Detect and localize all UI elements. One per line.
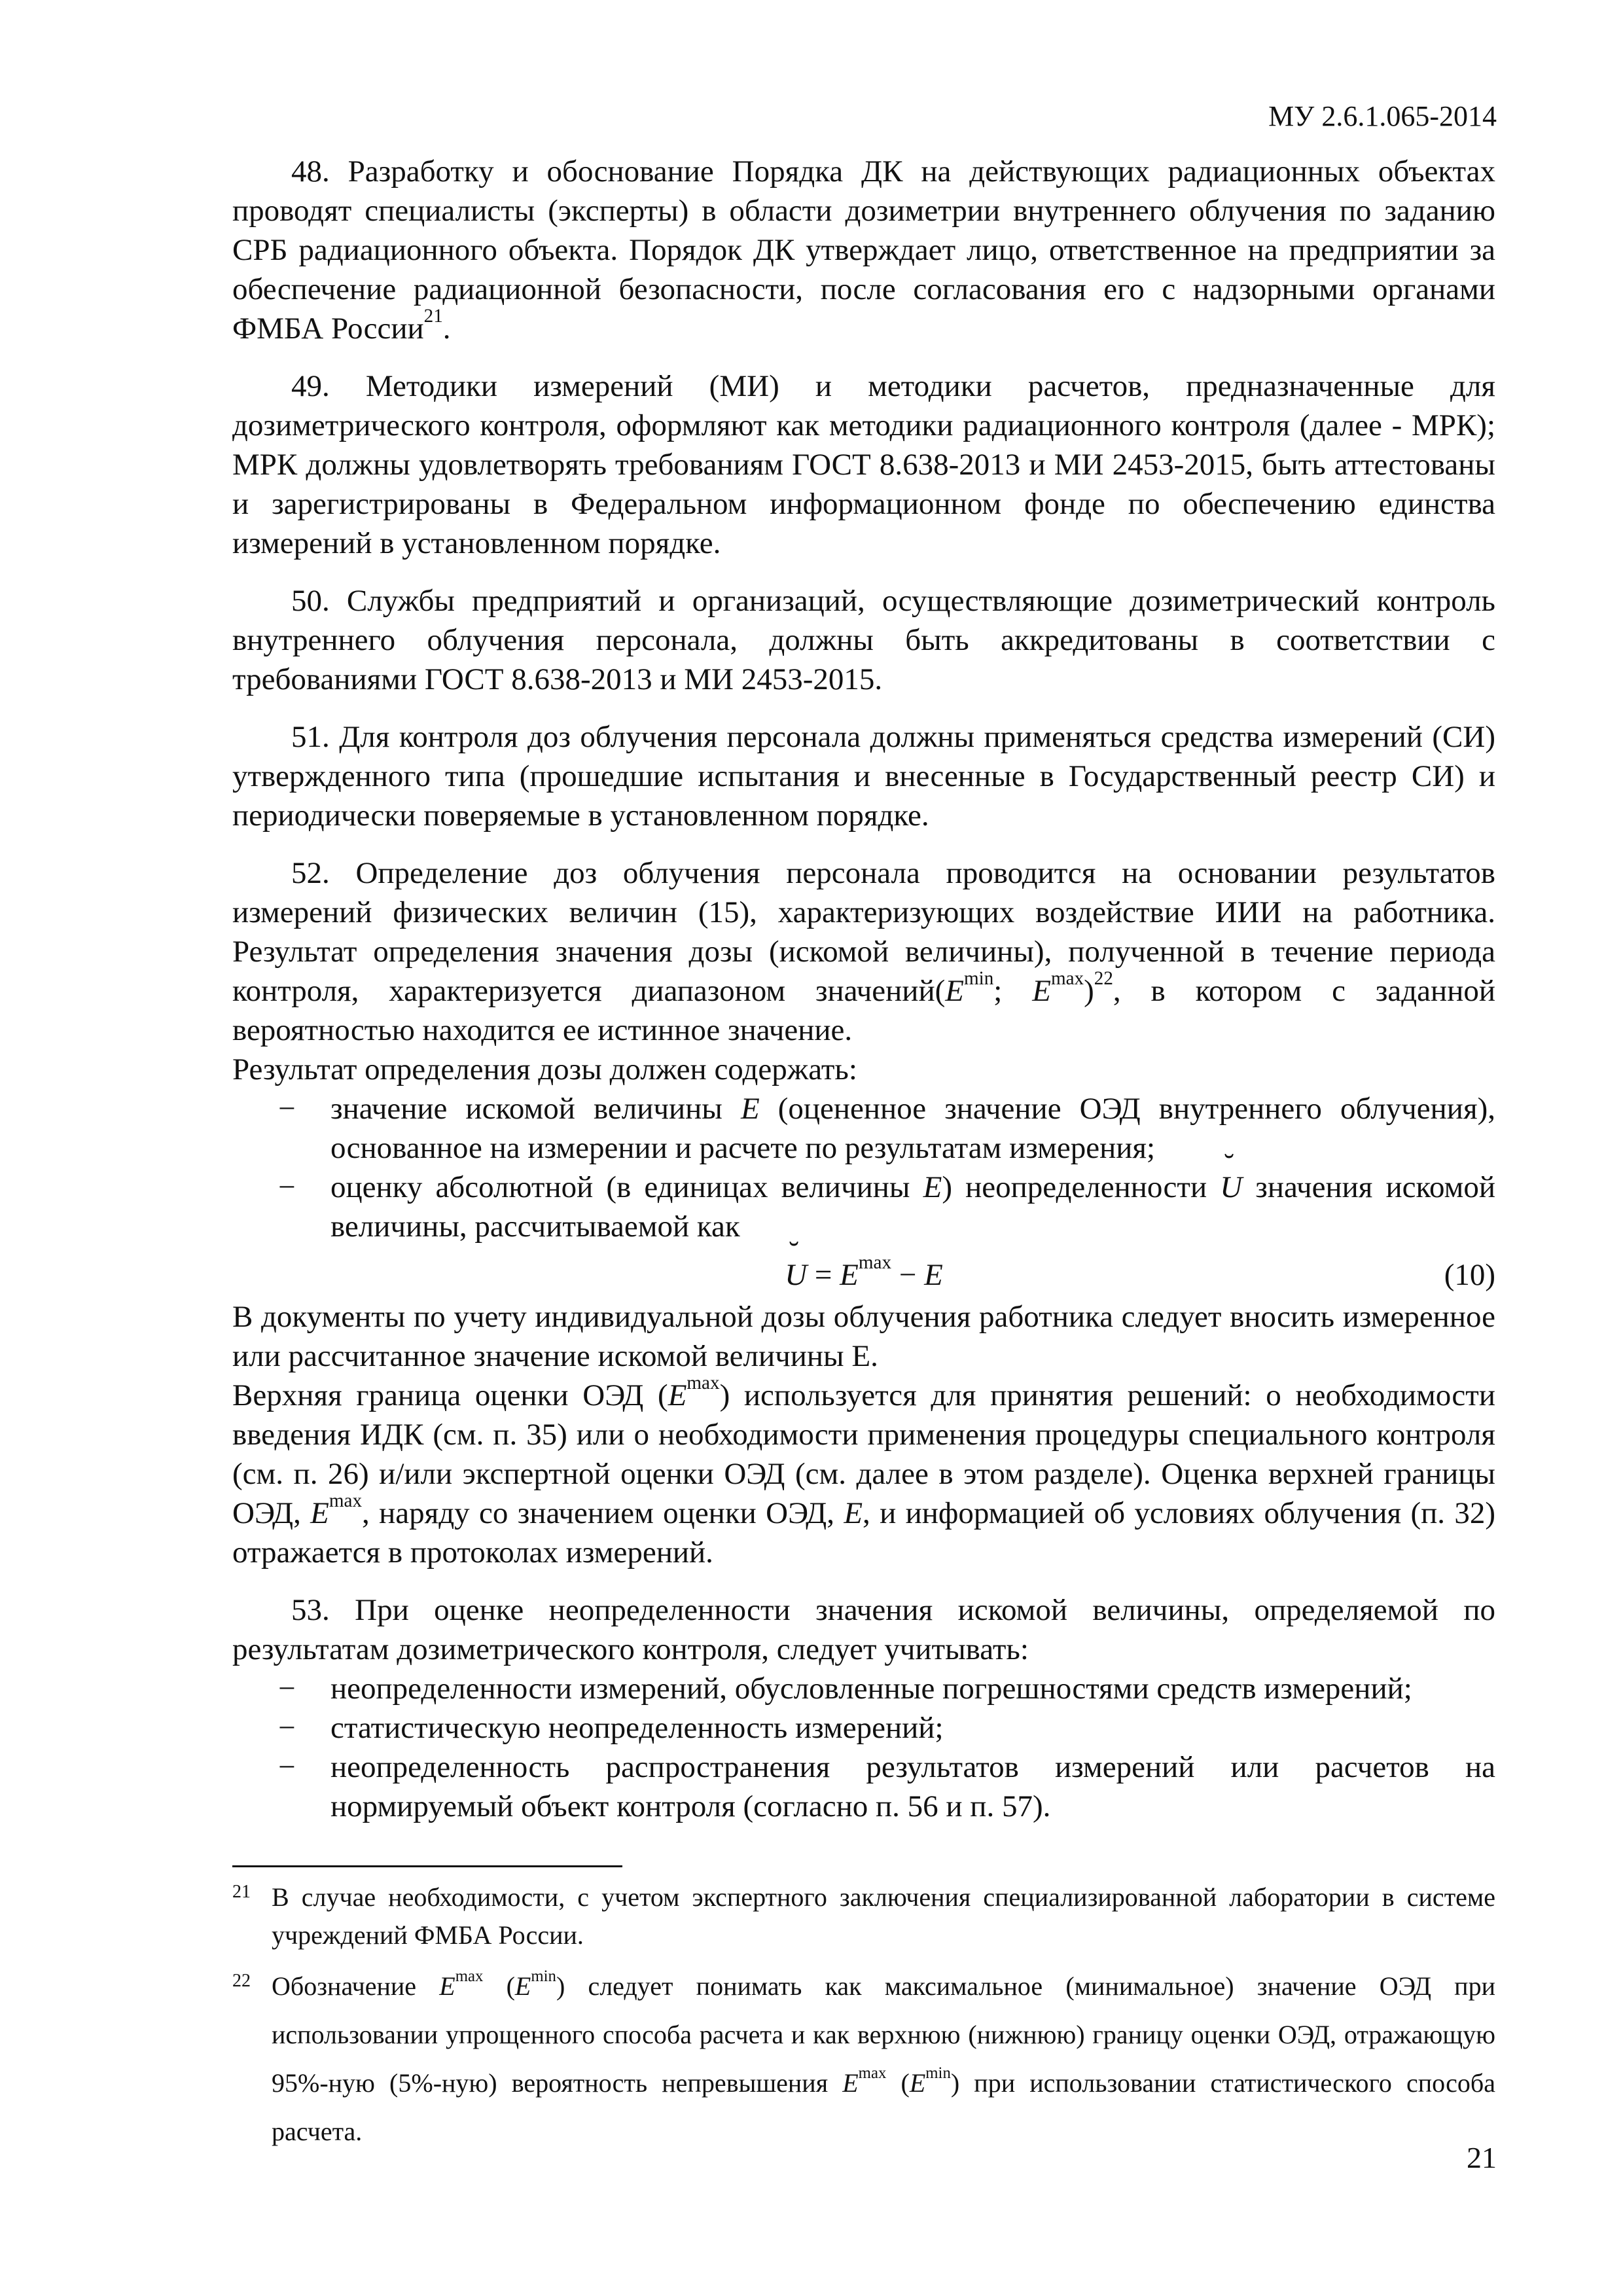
- fn-e-var: E: [909, 2068, 926, 2098]
- footnote-text: ) при использовании статистического способа расчета.: [272, 2068, 1496, 2146]
- upper-text-b: ) используется для принятия решений: о необходимости введения ИДК (см. п. 35) или о необходимости применения процедуры специального контроля (см. п. 26) и/или экспертной оценки ОЭД (см. далее в этом разделе). Оценка верхней границы ОЭД,: [232, 1378, 1495, 1530]
- list-item-text: ) неопределенности: [942, 1170, 1221, 1204]
- paragraph-52: [232, 853, 1495, 1050]
- var-e: E: [923, 1170, 942, 1204]
- paragraph-53: 53. При оценке неопределенности значения искомой величины, определяемой по результатам дозиметрического контроля, следует учитывать:: [232, 1593, 1495, 1666]
- fn-min-sup: min: [925, 2064, 951, 2082]
- footnote-21: [232, 1878, 1495, 1954]
- list-item-text: оценку абсолютной (в единицах величины: [330, 1170, 923, 1204]
- result-intro: Результат определения дозы должен содержать:: [232, 1052, 857, 1086]
- range-separator: ;: [993, 974, 1033, 1008]
- footnote-separator: [232, 1865, 622, 1867]
- list-item-text: статистическую неопределенность измерений;: [330, 1711, 944, 1745]
- list-item: [232, 1089, 1495, 1168]
- upper-text-d: , и информацией об условиях облучения (п. 32) отражается в протоколах измерений.: [232, 1496, 1495, 1570]
- fn-e-min-2: [909, 2064, 951, 2098]
- range-open: (: [935, 974, 946, 1008]
- formula-e: E: [840, 1258, 859, 1292]
- paragraph-upper-bound: [232, 1372, 1495, 1572]
- list-item: [232, 1748, 1495, 1826]
- dash-bullet: −: [278, 1750, 296, 1784]
- page-number: 21: [1467, 2141, 1497, 2174]
- formula-max-sup: max: [858, 1252, 892, 1274]
- formula-minus: −: [891, 1258, 925, 1292]
- footnotes: [232, 1878, 1495, 2164]
- var-u-breve: ˘ U: [1220, 1168, 1242, 1207]
- list-item: [232, 1708, 1495, 1748]
- paragraph-52-text-a: 52. Определение доз облучения персонала проводится на основании результатов измерений физических величин (15), характеризующих воздействие ИИИ на работника. Результат определения значения дозы (искомой величины), полученной в течение периода контроля, характеризуется диапазоном значений: [232, 856, 1495, 1008]
- upper-text-a: Верхняя граница оценки ОЭД (: [232, 1378, 668, 1412]
- range-close: ): [1084, 974, 1094, 1008]
- fn-min-sup: min: [531, 1967, 556, 1985]
- list-item: [232, 1669, 1495, 1708]
- footnote-number: 21: [232, 1882, 251, 1902]
- range-min-sup: min: [963, 968, 994, 990]
- footnote-22: [232, 1962, 1495, 2156]
- paragraph-48-text: 48. Разработку и обоснование Порядка ДК на действующих радиационных объектах проводят специалисты (эксперты) в области дозиметрии внутреннего облучения по заданию СРБ радиационного объекта. Порядок ДК утверждает лицо, ответственное на предприятии за обеспечение радиационной безопасности, после согласования его с надзорными органами ФМБА России: [232, 154, 1495, 346]
- upper-max-sup-2: max: [329, 1490, 363, 1512]
- paragraph-51: 51. Для контроля доз облучения персонала должны применяться средства измерений (СИ) утвержденного типа (прошедшие испытания и внесенные в Государственный реестр СИ) и периодически поверяемые в установленном порядке.: [232, 720, 1495, 833]
- list-item-text: неопределенность распространения результатов измерений или расчетов на нормируемый объект контроля (согласно п. 56 и п. 57).: [330, 1750, 1495, 1823]
- document-code-header: МУ 2.6.1.065-2014: [1268, 100, 1497, 132]
- formula-e2: E: [924, 1258, 943, 1292]
- upper-e-var-3: E: [844, 1496, 863, 1530]
- fn-e-var: E: [514, 1971, 531, 2001]
- formula-equals: =: [807, 1258, 840, 1292]
- main-text: [232, 152, 1495, 1844]
- range-e-max: [1032, 968, 1084, 1008]
- range-e-min: [945, 968, 994, 1008]
- paragraph-48-end: .: [442, 312, 451, 346]
- upper-text-c: , наряду со значением оценки ОЭД,: [362, 1496, 844, 1530]
- list-item: [232, 1168, 1495, 1246]
- paragraph-50: 50. Службы предприятий и организаций, осуществляющие дозиметрический контроль внутреннего облучения персонала, должны быть аккредитованы в соответствии с требованиями ГОСТ 8.638-2013 и МИ 2453-2015.: [232, 584, 1495, 696]
- range-max-sup: max: [1050, 968, 1084, 990]
- footnote-ref-22[interactable]: 22: [1094, 968, 1113, 990]
- fn-max-sup: max: [455, 1967, 484, 1985]
- footnote-text: В случае необходимости, с учетом экспертного заключения специализированной лаборатории в системе учреждений ФМБА России.: [272, 1882, 1495, 1950]
- upper-e-max: [668, 1372, 720, 1412]
- footnote-number: 22: [232, 1971, 251, 1991]
- upper-e-max-2: [310, 1490, 363, 1530]
- footnote-ref-21[interactable]: 21: [423, 306, 443, 327]
- range-e-min-var: E: [945, 974, 964, 1008]
- formula-10: [232, 1252, 1495, 1295]
- result-contents-list: [232, 1089, 1495, 1246]
- dash-bullet: −: [278, 1170, 296, 1204]
- paragraph-48: [232, 152, 1495, 348]
- list-item-text: значения искомой величины, рассчитываемой как: [330, 1170, 1495, 1244]
- fn-e-max-2: [842, 2064, 887, 2098]
- footnote-text: Обозначение: [272, 1971, 440, 2001]
- dash-bullet: −: [278, 1672, 296, 1706]
- footnote-text: (: [886, 2068, 910, 2098]
- fn-max-sup: max: [858, 2064, 887, 2082]
- paragraph-52-text-b: , в котором с заданной вероятностью находится ее истинное значение.: [232, 974, 1495, 1047]
- uncertainty-list: [232, 1669, 1495, 1826]
- var-e: E: [740, 1092, 760, 1126]
- fn-e-min: [514, 1967, 556, 2001]
- fn-e-var: E: [439, 1971, 455, 2001]
- upper-e-var: E: [668, 1378, 687, 1412]
- list-item-text: неопределенности измерений, обусловленные погрешностями средств измерений;: [330, 1672, 1412, 1706]
- list-item-text: (оцененное значение ОЭД внутреннего облучения), основанное на измерении и расчете по результатам измерения;: [330, 1092, 1495, 1165]
- formula-u-breve: ˘ U: [785, 1255, 807, 1295]
- paragraph-49: 49. Методики измерений (МИ) и методики расчетов, предназначенные для дозиметрического контроля, оформляют как методики радиационного контроля (далее - МРК); МРК должны удовлетворять требованиям ГОСТ 8.638-2013 и МИ 2453-2015, быть аттестованы и зарегистрированы в Федеральном информационном фонде по обеспечению единства измерений в установленном порядке.: [232, 369, 1495, 560]
- paragraph-documents: В документы по учету индивидуальной дозы облучения работника следует вносить измеренное или рассчитанное значение искомой величины Е.: [232, 1300, 1495, 1373]
- fn-e-max: [439, 1967, 484, 2001]
- footnote-text: (: [483, 1971, 515, 2001]
- footnote-text: ) следует понимать как максимальное (минимальное) значение ОЭД при использовании упрощенного способа расчета и как верхнюю (нижнюю) границу оценки ОЭД, отражающую 95%-ную (5%-ную) вероятность непревышения: [272, 1971, 1495, 2098]
- list-item-text: значение искомой величины: [330, 1092, 741, 1126]
- formula-number: (10): [1444, 1258, 1495, 1292]
- upper-e-var-2: E: [310, 1496, 329, 1530]
- upper-max-sup: max: [687, 1372, 720, 1394]
- fn-e-var: E: [842, 2068, 859, 2098]
- dash-bullet: −: [278, 1711, 296, 1745]
- range-e-max-var: E: [1032, 974, 1051, 1008]
- dash-bullet: −: [278, 1092, 296, 1126]
- formula-expression: [785, 1252, 943, 1292]
